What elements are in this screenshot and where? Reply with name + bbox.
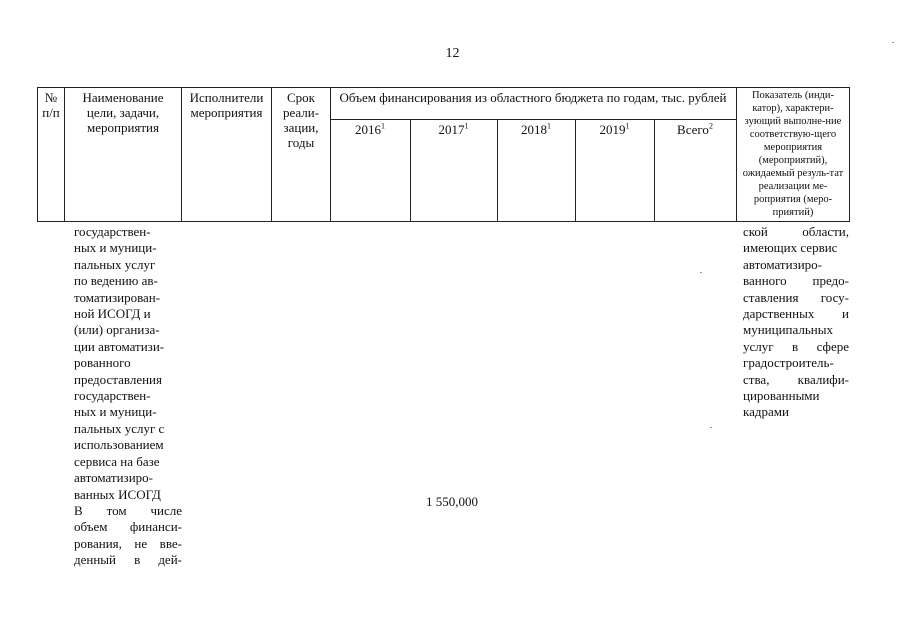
funding-value: 1 550,000 bbox=[426, 494, 478, 509]
text-line: денный в дей- bbox=[74, 552, 182, 568]
text-line: цированными bbox=[743, 388, 820, 404]
text-line: (или) организа- bbox=[74, 322, 160, 338]
text-line: ванных ИСОГД bbox=[74, 486, 161, 502]
header-total: Всего$^2$ bbox=[677, 121, 713, 137]
text-line: пальных услуг bbox=[74, 256, 156, 272]
measure-name bbox=[74, 224, 182, 569]
text-line: автоматизиро- bbox=[743, 256, 822, 272]
text-line: ных и муници- bbox=[74, 240, 157, 256]
scan-speck bbox=[710, 427, 712, 428]
table-header bbox=[37, 87, 850, 222]
text-line: рования, не вве- bbox=[74, 535, 182, 551]
text-line: предоставления bbox=[74, 371, 162, 387]
column-divider bbox=[736, 88, 737, 221]
row-divider bbox=[330, 119, 736, 120]
text-line: пальных услуг с bbox=[74, 420, 165, 436]
text-line: сервиса на базе bbox=[74, 453, 160, 469]
header-indicator: Показатель (инди-катор), характери-зующий выполне-ние соответствую-щего мероприятия (мероприятий), ожидаемый резуль-тат реализации ме-роприятия (меро-приятий) bbox=[742, 90, 844, 218]
text-line: имеющих сервис bbox=[743, 240, 838, 256]
text-line: кадрами bbox=[743, 404, 789, 420]
text-line: государствен- bbox=[74, 388, 151, 404]
column-divider bbox=[64, 88, 65, 221]
text-line: использованием bbox=[74, 437, 164, 453]
text-line: градостроитель- bbox=[743, 355, 834, 371]
text-line: ства, квалифи- bbox=[743, 371, 849, 387]
text-line: рованного bbox=[74, 355, 131, 371]
scan-speck bbox=[700, 272, 702, 273]
text-line: объем финанси- bbox=[74, 519, 182, 535]
text-line: дарственных и bbox=[743, 306, 849, 322]
page-number: 12 bbox=[445, 46, 460, 61]
column-divider bbox=[271, 88, 272, 221]
scan-speck bbox=[892, 42, 894, 43]
text-line: томатизирован- bbox=[74, 289, 161, 305]
header-year-2017: 2017$^1$ bbox=[438, 121, 469, 137]
text-line: услуг в сфере bbox=[743, 338, 849, 354]
column-divider bbox=[330, 88, 331, 221]
text-line: государствен- bbox=[74, 224, 151, 239]
text-line: В том числе bbox=[74, 502, 182, 518]
text-line: ванного предо- bbox=[743, 273, 849, 289]
text-line: автоматизиро- bbox=[74, 470, 153, 486]
text-line: ных и муници- bbox=[74, 404, 157, 420]
header-year-2016: 2016$^1$ bbox=[355, 121, 385, 137]
column-divider bbox=[181, 88, 182, 221]
text-line: ной ИСОГД и bbox=[74, 306, 151, 322]
text-line: муниципальных bbox=[743, 322, 834, 338]
header-year-2018: 2018$^1$ bbox=[521, 121, 551, 137]
header-no: № п/п bbox=[42, 90, 60, 120]
text-line: по ведению ав- bbox=[74, 273, 158, 289]
indicator-text bbox=[743, 224, 849, 421]
text-line: ции автоматизи- bbox=[74, 338, 165, 354]
text-line: ставления госу- bbox=[743, 289, 849, 305]
header-executors: Исполнители мероприятия bbox=[189, 90, 264, 120]
header-name: Наименование цели, задачи, мероприятия bbox=[82, 90, 164, 135]
text-line: ской области, bbox=[743, 224, 849, 239]
header-funding: Объем финансирования из областного бюджета по годам, тыс. рублей bbox=[339, 90, 727, 105]
header-year-2019: 2019$^1$ bbox=[599, 121, 630, 137]
header-term: Срок реали-зации, годы bbox=[282, 90, 320, 150]
